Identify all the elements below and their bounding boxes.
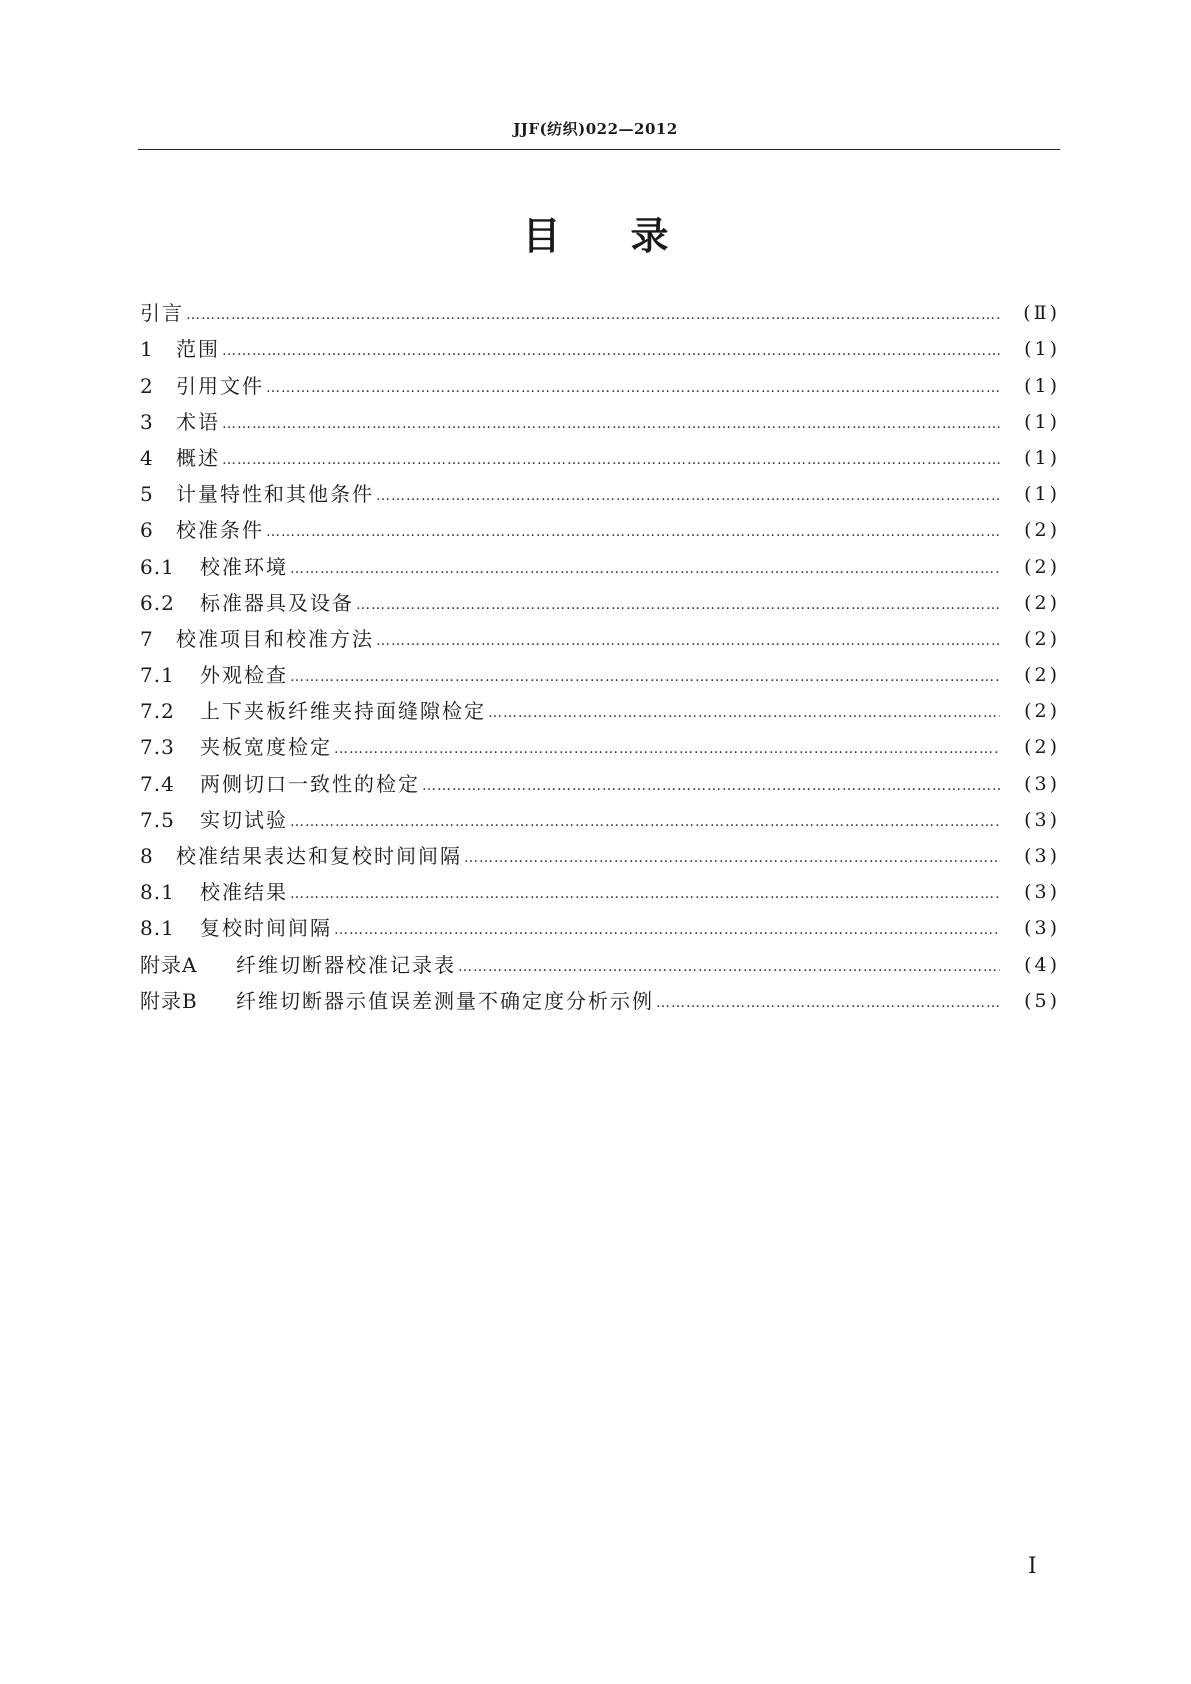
toc-page-number: (2) (1024, 664, 1060, 687)
toc-section-number: 8 (140, 844, 154, 868)
toc-leader-dots (488, 702, 1000, 724)
toc-page-number: (2) (1024, 555, 1060, 578)
page-number: Ⅰ (1028, 1554, 1037, 1579)
header-divider (138, 149, 1060, 150)
toc-page-number: (1) (1024, 374, 1060, 397)
toc-section-number: 7.3 (140, 735, 175, 760)
page-title: 目录 (522, 214, 739, 258)
toc-page-number: (1) (1024, 410, 1060, 433)
toc-entry-appendix-b[interactable] (140, 978, 1060, 1014)
toc-leader-dots (376, 485, 1000, 507)
toc-entry-8-1[interactable] (140, 869, 1060, 905)
toc-leader-dots (334, 738, 1000, 760)
toc-page-number: (1) (1024, 338, 1060, 361)
toc-title-text: 复校时间间隔 (200, 916, 332, 941)
toc-label (140, 952, 456, 978)
toc-label (140, 843, 462, 869)
toc-entry-intro[interactable] (140, 290, 1060, 326)
toc-page-number: (3) (1024, 881, 1060, 904)
toc-page-number: (1) (1024, 483, 1060, 506)
toc-page-number: (Ⅱ) (1023, 302, 1060, 325)
table-of-contents (140, 290, 1060, 1014)
toc-page-number: (1) (1024, 446, 1060, 469)
toc-title-text: 夹板宽度检定 (200, 735, 332, 760)
toc-page-number: (3) (1024, 772, 1060, 795)
toc-label (140, 698, 486, 724)
toc-leader-dots (266, 521, 1000, 543)
toc-entry-appendix-a[interactable] (140, 941, 1060, 977)
toc-title-text: 标准器具及设备 (200, 590, 354, 615)
toc-title-text: 上下夹板纤维夹持面缝隙检定 (200, 699, 486, 724)
toc-title-text: 校准项目和校准方法 (176, 626, 374, 651)
toc-entry-2[interactable] (140, 362, 1060, 398)
toc-appendix-number: 附录B (140, 988, 198, 1013)
toc-section-number: 8.1 (140, 916, 175, 941)
toc-leader-dots (422, 775, 1000, 797)
toc-section-number: 6.2 (140, 590, 175, 615)
toc-page-number: (5) (1024, 989, 1060, 1012)
toc-label (140, 300, 184, 326)
toc-label (140, 481, 374, 507)
toc-entry-7-1[interactable] (140, 652, 1060, 688)
toc-leader-dots (376, 630, 1000, 652)
toc-section-number: 2 (140, 373, 154, 398)
toc-section-number: 6.1 (140, 554, 175, 579)
toc-entry-7-3[interactable] (140, 724, 1060, 760)
toc-page-number: (2) (1024, 519, 1060, 542)
toc-leader-dots (290, 666, 1000, 688)
standard-code: JJF(纺织)022—2012 (513, 120, 678, 138)
toc-title-text: 术语 (176, 409, 220, 434)
toc-page-number: (2) (1024, 627, 1060, 650)
toc-title-text: 计量特性和其他条件 (176, 482, 374, 507)
toc-leader-dots (334, 919, 1000, 941)
toc-title-text: 外观检查 (200, 663, 288, 688)
toc-entry-5[interactable] (140, 471, 1060, 507)
toc-entry-4[interactable] (140, 435, 1060, 471)
toc-label (140, 409, 220, 435)
toc-title-text: 实切试验 (200, 807, 288, 832)
toc-entry-7-2[interactable] (140, 688, 1060, 724)
toc-leader-dots (290, 811, 1000, 833)
toc-title-text: 引用文件 (176, 373, 264, 398)
toc-label (140, 626, 374, 652)
toc-entry-8[interactable] (140, 833, 1060, 869)
toc-label (140, 771, 420, 797)
toc-page-number: (3) (1024, 808, 1060, 831)
toc-title-text: 概述 (176, 445, 220, 470)
toc-leader-dots (222, 449, 1000, 471)
toc-title-text: 纤维切断器示值误差测量不确定度分析示例 (236, 988, 654, 1013)
toc-label (140, 807, 288, 833)
toc-leader-dots (222, 340, 1000, 362)
toc-label (140, 554, 288, 580)
toc-title-text: 范围 (176, 337, 220, 362)
toc-section-number: 7.1 (140, 663, 175, 688)
toc-label (140, 988, 654, 1014)
toc-entry-7[interactable] (140, 616, 1060, 652)
toc-section-number: 7 (140, 626, 154, 651)
toc-leader-dots (656, 992, 1000, 1014)
toc-leader-dots (186, 304, 1000, 326)
toc-label (140, 915, 332, 941)
toc-section-number: 6 (140, 518, 154, 543)
toc-section-number: 7.5 (140, 807, 175, 832)
toc-leader-dots (356, 594, 1000, 616)
toc-leader-dots (458, 956, 1000, 978)
toc-title-text: 校准条件 (176, 518, 264, 543)
toc-entry-6-2[interactable] (140, 580, 1060, 616)
toc-label (140, 373, 264, 399)
toc-label (140, 517, 264, 543)
toc-title-text: 引言 (140, 301, 184, 326)
toc-section-number: 3 (140, 409, 154, 434)
toc-section-number: 1 (140, 337, 154, 362)
toc-title-text: 校准结果 (200, 880, 288, 905)
toc-title-text: 校准环境 (200, 554, 288, 579)
toc-appendix-number: 附录A (140, 952, 198, 977)
toc-label (140, 879, 288, 905)
toc-entry-6-1[interactable] (140, 543, 1060, 579)
toc-page-number: (3) (1024, 917, 1060, 940)
toc-leader-dots (266, 377, 1000, 399)
toc-label (140, 445, 220, 471)
toc-title-text: 纤维切断器校准记录表 (236, 952, 456, 977)
toc-entry-6[interactable] (140, 507, 1060, 543)
toc-entry-8-1-recheck[interactable] (140, 905, 1060, 941)
toc-section-number: 4 (140, 445, 154, 470)
toc-entry-7-4[interactable] (140, 760, 1060, 796)
toc-entry-1[interactable] (140, 326, 1060, 362)
toc-title-text: 两侧切口一致性的检定 (200, 771, 420, 796)
toc-label (140, 734, 332, 760)
toc-title-text: 校准结果表达和复校时间间隔 (176, 844, 462, 868)
toc-section-number: 7.2 (140, 699, 175, 724)
toc-leader-dots (290, 558, 1000, 580)
toc-page-number: (4) (1024, 953, 1060, 976)
toc-entry-7-5[interactable] (140, 797, 1060, 833)
toc-leader-dots (464, 847, 1000, 869)
toc-page-number: (2) (1024, 591, 1060, 614)
toc-label (140, 336, 220, 362)
toc-leader-dots (290, 883, 1000, 905)
toc-label (140, 590, 354, 616)
toc-entry-3[interactable] (140, 399, 1060, 435)
toc-leader-dots (222, 413, 1000, 435)
toc-page-number: (2) (1024, 700, 1060, 723)
toc-page-number: (3) (1024, 845, 1060, 867)
toc-label (140, 662, 288, 688)
toc-page-number: (2) (1024, 736, 1060, 759)
toc-section-number: 5 (140, 482, 154, 507)
toc-section-number: 8.1 (140, 880, 175, 905)
toc-section-number: 7.4 (140, 771, 175, 796)
